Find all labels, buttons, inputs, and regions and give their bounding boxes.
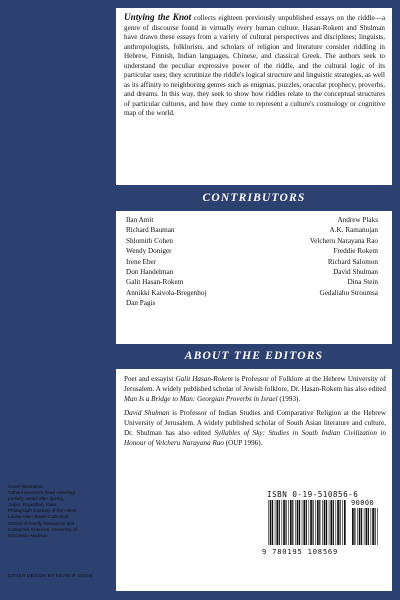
barcode-bar bbox=[306, 500, 307, 545]
barcode-bar bbox=[302, 500, 303, 545]
contributor-name: Andrew Plaks bbox=[337, 216, 378, 224]
barcode-bar bbox=[354, 508, 355, 545]
credit-line: partially untied after dyeing, bbox=[8, 496, 65, 502]
editors-heading: ABOUT THE EDITORS bbox=[184, 350, 324, 362]
editor-name: Galit Hasan-Rokem bbox=[175, 375, 233, 383]
contributor-name: David Shulman bbox=[333, 268, 378, 277]
credit-line: Wisconsin-Madison. bbox=[8, 532, 50, 538]
barcode-bar bbox=[286, 500, 287, 545]
credit-line: Photograph courtesy of the Helen bbox=[8, 508, 77, 514]
editor-bio-shulman bbox=[124, 408, 386, 448]
barcode-bar bbox=[366, 508, 368, 545]
contributor-name: A.K. Ramanujan bbox=[329, 226, 378, 235]
barcode-bar bbox=[326, 500, 327, 545]
barcode-bar bbox=[337, 500, 339, 545]
barcode-bar bbox=[275, 500, 276, 545]
barcode-bar bbox=[309, 500, 310, 545]
barcode-bar bbox=[361, 508, 362, 545]
bio-text: is Professor of Folklore at the Hebrew University of Jerusalem. A widely published scholar of Jewish folklore, Dr. Hasan-Rokem has also edited bbox=[124, 375, 387, 393]
contributor-name: Dan Pagis bbox=[126, 299, 156, 308]
contributor-name: Richard Salomon bbox=[327, 257, 378, 266]
barcode-number: 9 780195 108569 bbox=[262, 547, 339, 556]
barcode-bar bbox=[268, 500, 269, 545]
barcode-bar bbox=[324, 500, 326, 545]
cover-design-credit: COVER DESIGN BY KEVIN P. ODEN bbox=[8, 573, 93, 578]
cover-illustration-credit bbox=[8, 484, 126, 539]
barcode-bar bbox=[310, 500, 312, 545]
barcode-bar bbox=[375, 508, 376, 545]
isbn-label: ISBN 0-19-510856-6 bbox=[267, 490, 359, 499]
contributor-name: Gedaliahu Stroumsa bbox=[319, 288, 378, 297]
contributor-name: Richard Bauman bbox=[126, 226, 175, 235]
barcode-bar bbox=[297, 500, 299, 545]
barcode-bar bbox=[330, 500, 332, 545]
barcode-bar bbox=[295, 500, 296, 545]
contributor-name: Irene Eber bbox=[126, 257, 157, 266]
contributors-panel bbox=[116, 211, 392, 344]
intro-text: collects eighteen previously unpublished essays on the riddle—a genre of discourse found in virtually every human culture. Hasan-Rokem and Shulman have drawn these essays from a variety of cultural perspectives and disciplines; linguists, anthropologists, folklorists, and scholars of religion and literature consider riddling in Hebrew, Finnish, Indian languages, Chinese, and classical Greek. The authors seek to understand the peculiar expressive power of the riddle, and the cultural logic of its particular uses; they scrutinize the riddle's logical structure and linguistic strategies, as well as its affinity to neighboring genres such as enigmas, puzzles, oracular prophecy, proverbs, and dreams. In this way, they seek to show how riddles relate to the conceptual structures of particular cultures, and how they come to represent a culture's cosmology or cognitive map of the world. bbox=[124, 14, 385, 118]
book-title: Untying the Knot bbox=[124, 12, 192, 22]
contributor-name: Annikki Kaivola-Bregenhoj bbox=[126, 288, 207, 297]
contributors-right-column bbox=[310, 215, 378, 298]
contributor-name: Don Handelman bbox=[126, 268, 174, 277]
bio-text: Poet and essayist bbox=[124, 375, 176, 383]
barcode-bar bbox=[303, 500, 305, 545]
barcode-bar bbox=[319, 500, 320, 545]
credit-line: Louise Allen Textile Collection, bbox=[8, 514, 70, 520]
contributor-name: Ilan Amit bbox=[126, 216, 154, 224]
contributor-name: Galit Hasan-Rokem bbox=[126, 278, 184, 287]
contributor-name: Freddie Rokem bbox=[333, 247, 378, 256]
editors-panel bbox=[116, 369, 392, 591]
book-title-ref: Man Is a Bridge to Man: Georgian Proverbs in Israel bbox=[124, 395, 278, 403]
bio-text: (OUP 1996). bbox=[223, 439, 263, 447]
barcode-bar bbox=[282, 500, 283, 545]
editor-bio-hasan-rokem bbox=[124, 374, 386, 404]
barcode-bar bbox=[329, 500, 330, 545]
credit-line: Odhani (women's head covering) bbox=[8, 490, 76, 496]
barcode-bar bbox=[270, 500, 272, 545]
barcode-bar bbox=[292, 500, 293, 545]
barcode-bar bbox=[290, 500, 292, 545]
barcode-bar bbox=[372, 508, 374, 545]
barcode-bar bbox=[276, 500, 278, 545]
barcode-bar bbox=[322, 500, 323, 545]
barcode-bar bbox=[352, 508, 354, 545]
barcode-bar bbox=[288, 500, 289, 545]
barcode-bar bbox=[359, 508, 361, 545]
barcode-bar bbox=[364, 508, 365, 545]
right-margin-band bbox=[392, 0, 400, 600]
barcode-icon bbox=[267, 500, 347, 545]
editor-name: David Shulman bbox=[124, 409, 170, 417]
barcode-bar bbox=[357, 508, 358, 545]
barcode-bar bbox=[315, 500, 316, 545]
contributors-left-column bbox=[126, 215, 206, 309]
bio-text: (1993). bbox=[277, 395, 301, 403]
book-title-ref: Syllables of Sky: Studies in South Indian Civilization in Honour of Velcheru Narayana Rao bbox=[124, 429, 386, 447]
bio-text: is Professor of Indian Studies and Comparative Religion at the Hebrew University of Jerusalem. A widely published scholar of South Asian literature and culture, Dr. Shulman has also edited bbox=[124, 409, 386, 437]
editors-bios bbox=[124, 374, 386, 452]
credit-line: School of Family Resources and bbox=[8, 520, 75, 526]
barcode-bar bbox=[344, 500, 346, 545]
barcode-bar bbox=[342, 500, 343, 545]
price-code: 90000 bbox=[351, 499, 375, 507]
barcode-bar bbox=[272, 500, 273, 545]
contributor-name: Wendy Doniger bbox=[126, 247, 172, 256]
barcode-bar bbox=[317, 500, 319, 545]
barcode-bar bbox=[336, 500, 337, 545]
contributor-name: Shlomith Cohen bbox=[126, 236, 173, 245]
barcode-bar bbox=[299, 500, 300, 545]
barcode-bar bbox=[377, 508, 378, 545]
contributor-name: Dina Stein bbox=[347, 278, 378, 287]
contributors-heading: CONTRIBUTORS bbox=[202, 192, 306, 204]
addon-barcode-icon bbox=[351, 508, 381, 545]
barcode-bar bbox=[333, 500, 334, 545]
credit-line: Cover Illustration: bbox=[8, 484, 44, 489]
credit-line: Consumer Sciences, University of bbox=[8, 526, 77, 532]
barcode-bar bbox=[279, 500, 280, 545]
barcode-bar bbox=[283, 500, 285, 545]
intro-panel bbox=[116, 8, 392, 185]
credit-line: Jaipur, Rajasthan, India. bbox=[8, 502, 58, 508]
barcode-bar bbox=[368, 508, 369, 545]
barcode-bar bbox=[313, 500, 314, 545]
barcode-bar bbox=[371, 508, 372, 545]
barcode-bar bbox=[340, 500, 341, 545]
contributor-name: Velcheru Narayana Rao bbox=[309, 236, 378, 245]
